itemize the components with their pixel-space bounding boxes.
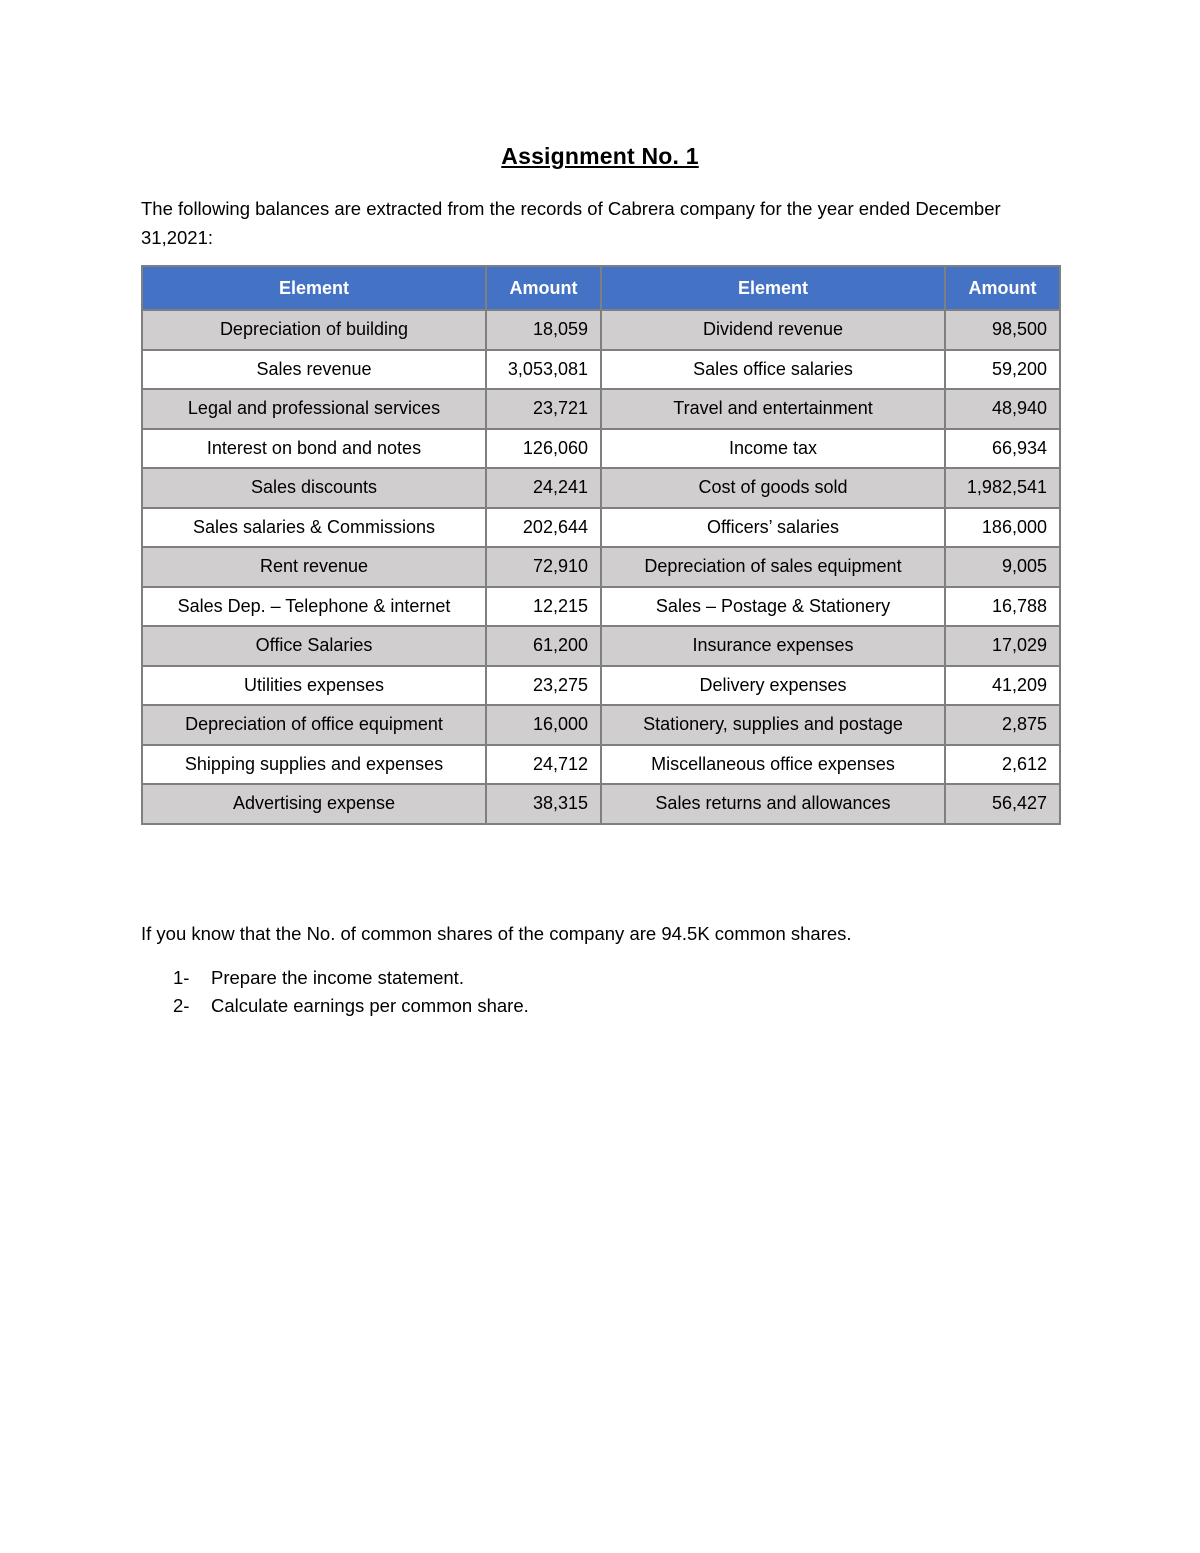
task-text: Calculate earnings per common share. xyxy=(211,995,529,1016)
left-amount-cell: 24,712 xyxy=(486,745,601,785)
table-row xyxy=(142,666,1060,706)
shares-note: If you know that the No. of common shares of the company are 94.5K common shares. xyxy=(141,923,852,944)
right-element-cell: Dividend revenue xyxy=(601,310,945,350)
right-element-cell: Sales – Postage & Stationery xyxy=(601,587,945,627)
left-element-cell: Depreciation of office equipment xyxy=(142,705,486,745)
left-amount-cell: 38,315 xyxy=(486,784,601,824)
right-amount-cell: 17,029 xyxy=(945,626,1060,666)
right-amount-cell: 59,200 xyxy=(945,350,1060,390)
task-text: Prepare the income statement. xyxy=(211,967,464,988)
right-element-cell: Delivery expenses xyxy=(601,666,945,706)
right-element-cell: Sales office salaries xyxy=(601,350,945,390)
left-amount-cell: 23,721 xyxy=(486,389,601,429)
header-element-left: Element xyxy=(142,266,486,310)
list-item xyxy=(173,992,529,1020)
right-amount-cell: 98,500 xyxy=(945,310,1060,350)
left-element-cell: Advertising expense xyxy=(142,784,486,824)
right-element-cell: Insurance expenses xyxy=(601,626,945,666)
left-amount-cell: 61,200 xyxy=(486,626,601,666)
right-element-cell: Officers’ salaries xyxy=(601,508,945,548)
task-number: 2- xyxy=(173,995,190,1016)
table-row xyxy=(142,310,1060,350)
left-element-cell: Interest on bond and notes xyxy=(142,429,486,469)
left-element-cell: Sales discounts xyxy=(142,468,486,508)
table-row xyxy=(142,429,1060,469)
intro-paragraph: The following balances are extracted from the records of Cabrera company for the year ended December 31,2021: xyxy=(141,198,1001,248)
left-amount-cell: 3,053,081 xyxy=(486,350,601,390)
right-amount-cell: 186,000 xyxy=(945,508,1060,548)
table-row xyxy=(142,508,1060,548)
left-amount-cell: 72,910 xyxy=(486,547,601,587)
right-amount-cell: 48,940 xyxy=(945,389,1060,429)
right-element-cell: Depreciation of sales equipment xyxy=(601,547,945,587)
task-number: 1- xyxy=(173,967,190,988)
left-element-cell: Sales salaries & Commissions xyxy=(142,508,486,548)
left-element-cell: Shipping supplies and expenses xyxy=(142,745,486,785)
right-amount-cell: 56,427 xyxy=(945,784,1060,824)
right-element-cell: Sales returns and allowances xyxy=(601,784,945,824)
right-amount-cell: 66,934 xyxy=(945,429,1060,469)
table-header-row xyxy=(142,266,1060,310)
right-element-cell: Travel and entertainment xyxy=(601,389,945,429)
left-amount-cell: 12,215 xyxy=(486,587,601,627)
header-amount-right: Amount xyxy=(945,266,1060,310)
right-element-cell: Income tax xyxy=(601,429,945,469)
left-element-cell: Sales revenue xyxy=(142,350,486,390)
left-amount-cell: 18,059 xyxy=(486,310,601,350)
left-element-cell: Rent revenue xyxy=(142,547,486,587)
left-amount-cell: 24,241 xyxy=(486,468,601,508)
table-row xyxy=(142,468,1060,508)
page-title: Assignment No. 1 xyxy=(501,143,699,169)
left-amount-cell: 23,275 xyxy=(486,666,601,706)
table-row xyxy=(142,350,1060,390)
table-row xyxy=(142,587,1060,627)
right-amount-cell: 2,612 xyxy=(945,745,1060,785)
left-amount-cell: 16,000 xyxy=(486,705,601,745)
right-amount-cell: 1,982,541 xyxy=(945,468,1060,508)
right-amount-cell: 16,788 xyxy=(945,587,1060,627)
left-element-cell: Sales Dep. – Telephone & internet xyxy=(142,587,486,627)
list-item xyxy=(173,964,529,992)
table-row xyxy=(142,389,1060,429)
table-row xyxy=(142,784,1060,824)
header-element-right: Element xyxy=(601,266,945,310)
task-list xyxy=(173,964,529,1020)
table-row xyxy=(142,547,1060,587)
left-element-cell: Depreciation of building xyxy=(142,310,486,350)
left-amount-cell: 202,644 xyxy=(486,508,601,548)
right-amount-cell: 2,875 xyxy=(945,705,1060,745)
right-element-cell: Miscellaneous office expenses xyxy=(601,745,945,785)
table-row xyxy=(142,626,1060,666)
left-element-cell: Office Salaries xyxy=(142,626,486,666)
right-amount-cell: 9,005 xyxy=(945,547,1060,587)
left-element-cell: Legal and professional services xyxy=(142,389,486,429)
left-amount-cell: 126,060 xyxy=(486,429,601,469)
table-row xyxy=(142,745,1060,785)
right-element-cell: Stationery, supplies and postage xyxy=(601,705,945,745)
header-amount-left: Amount xyxy=(486,266,601,310)
left-element-cell: Utilities expenses xyxy=(142,666,486,706)
right-element-cell: Cost of goods sold xyxy=(601,468,945,508)
balances-table xyxy=(141,265,1061,825)
table-row xyxy=(142,705,1060,745)
right-amount-cell: 41,209 xyxy=(945,666,1060,706)
